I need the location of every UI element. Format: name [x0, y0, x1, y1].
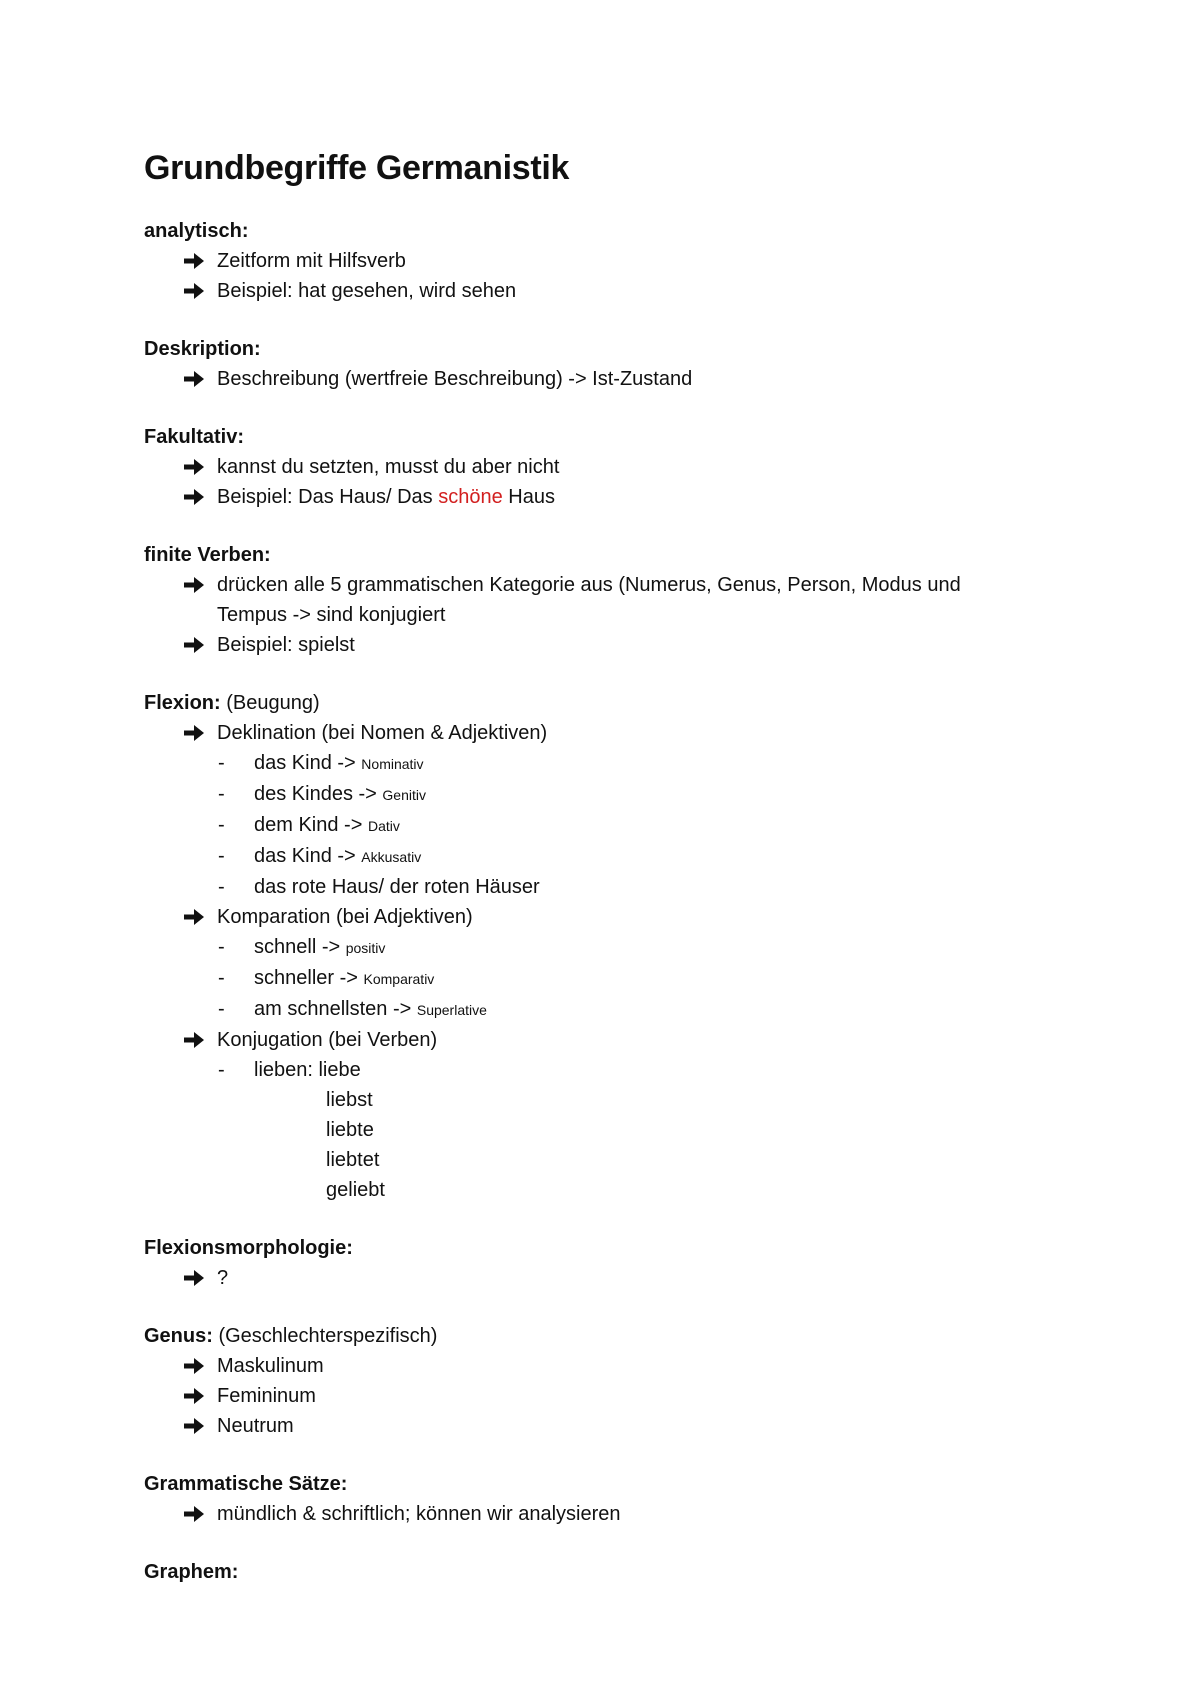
list-item: Deklination (bei Nomen & Adjektiven)	[144, 718, 1100, 748]
right-arrow-icon	[182, 1263, 206, 1293]
section-flexion	[144, 688, 1100, 1205]
sub-list-item: - schnell -> positiv	[218, 936, 386, 958]
sub-list-item: - dem Kind -> Dativ	[218, 814, 400, 836]
list-item: Beispiel: spielst	[144, 630, 1100, 660]
right-arrow-icon	[182, 630, 206, 660]
right-arrow-icon	[182, 276, 206, 306]
sub-list-item: - das Kind -> Akkusativ	[218, 845, 422, 867]
section-finite-verben	[144, 540, 1100, 660]
list-item: drücken alle 5 grammatischen Kategorie aus (Numerus, Genus, Person, Modus und	[144, 570, 1100, 600]
sub-list-item: - das Kind -> Nominativ	[218, 752, 424, 774]
right-arrow-icon	[182, 246, 206, 276]
term-heading: Flexion:	[144, 692, 221, 714]
sub-list-item: - am schnellsten -> Superlative	[218, 998, 487, 1020]
list-item: Konjugation (bei Verben)	[144, 1025, 1100, 1055]
term-note: (Beugung)	[220, 692, 320, 714]
section-genus	[144, 1321, 1100, 1441]
term-heading: Graphem:	[144, 1561, 239, 1583]
right-arrow-icon	[182, 902, 206, 932]
section-deskription	[144, 334, 1100, 394]
conjugation-form: geliebt	[326, 1179, 385, 1201]
list-item: Komparation (bei Adjektiven)	[144, 902, 1100, 932]
section-flexionsmorphologie	[144, 1233, 1100, 1293]
term-heading: analytisch:	[144, 220, 249, 242]
list-item: Beispiel: Das Haus/ Das schöne Haus	[144, 482, 1100, 512]
right-arrow-icon	[182, 364, 206, 394]
list-item: Beispiel: hat gesehen, wird sehen	[144, 276, 1100, 306]
section-graphem	[144, 1557, 1100, 1587]
sub-list-item: - des Kindes -> Genitiv	[218, 783, 426, 805]
list-item: ?	[144, 1263, 1100, 1293]
right-arrow-icon	[182, 1381, 206, 1411]
list-item: Femininum	[144, 1381, 1100, 1411]
section-analytisch	[144, 216, 1100, 306]
term-heading: Grammatische Sätze:	[144, 1473, 348, 1495]
sub-list-item: - lieben: liebe	[218, 1059, 361, 1081]
section-grammatische-saetze	[144, 1469, 1100, 1529]
list-item: Maskulinum	[144, 1351, 1100, 1381]
term-heading: Fakultativ:	[144, 426, 245, 448]
list-item: Zeitform mit Hilfsverb	[144, 246, 1100, 276]
term-heading: finite Verben:	[144, 544, 271, 566]
conjugation-form: liebtet	[326, 1149, 380, 1171]
page-title: Grundbegriffe Germanistik	[144, 149, 570, 187]
list-item-continuation: Tempus -> sind konjugiert	[217, 604, 446, 626]
right-arrow-icon	[182, 1351, 206, 1381]
highlighted-word: schöne	[438, 486, 503, 508]
right-arrow-icon	[182, 482, 206, 512]
term-heading: Flexionsmorphologie:	[144, 1237, 353, 1259]
right-arrow-icon	[182, 452, 206, 482]
list-item: Beschreibung (wertfreie Beschreibung) -> Ist-Zustand	[144, 364, 1100, 394]
right-arrow-icon	[182, 1411, 206, 1441]
conjugation-form: liebst	[326, 1089, 373, 1111]
list-item: Neutrum	[144, 1411, 1100, 1441]
section-fakultativ	[144, 422, 1100, 512]
right-arrow-icon	[182, 570, 206, 600]
term-heading: Deskription:	[144, 338, 261, 360]
right-arrow-icon	[182, 718, 206, 748]
term-note: (Geschlechterspezifisch)	[212, 1325, 438, 1347]
right-arrow-icon	[182, 1025, 206, 1055]
conjugation-form: liebte	[326, 1119, 374, 1141]
list-item: kannst du setzten, musst du aber nicht	[144, 452, 1100, 482]
sub-list-item: - schneller -> Komparativ	[218, 967, 435, 989]
list-item: mündlich & schriftlich; können wir analysieren	[144, 1499, 1100, 1529]
sub-list-item: - das rote Haus/ der roten Häuser	[218, 876, 540, 898]
right-arrow-icon	[182, 1499, 206, 1529]
term-heading: Genus:	[144, 1325, 213, 1347]
